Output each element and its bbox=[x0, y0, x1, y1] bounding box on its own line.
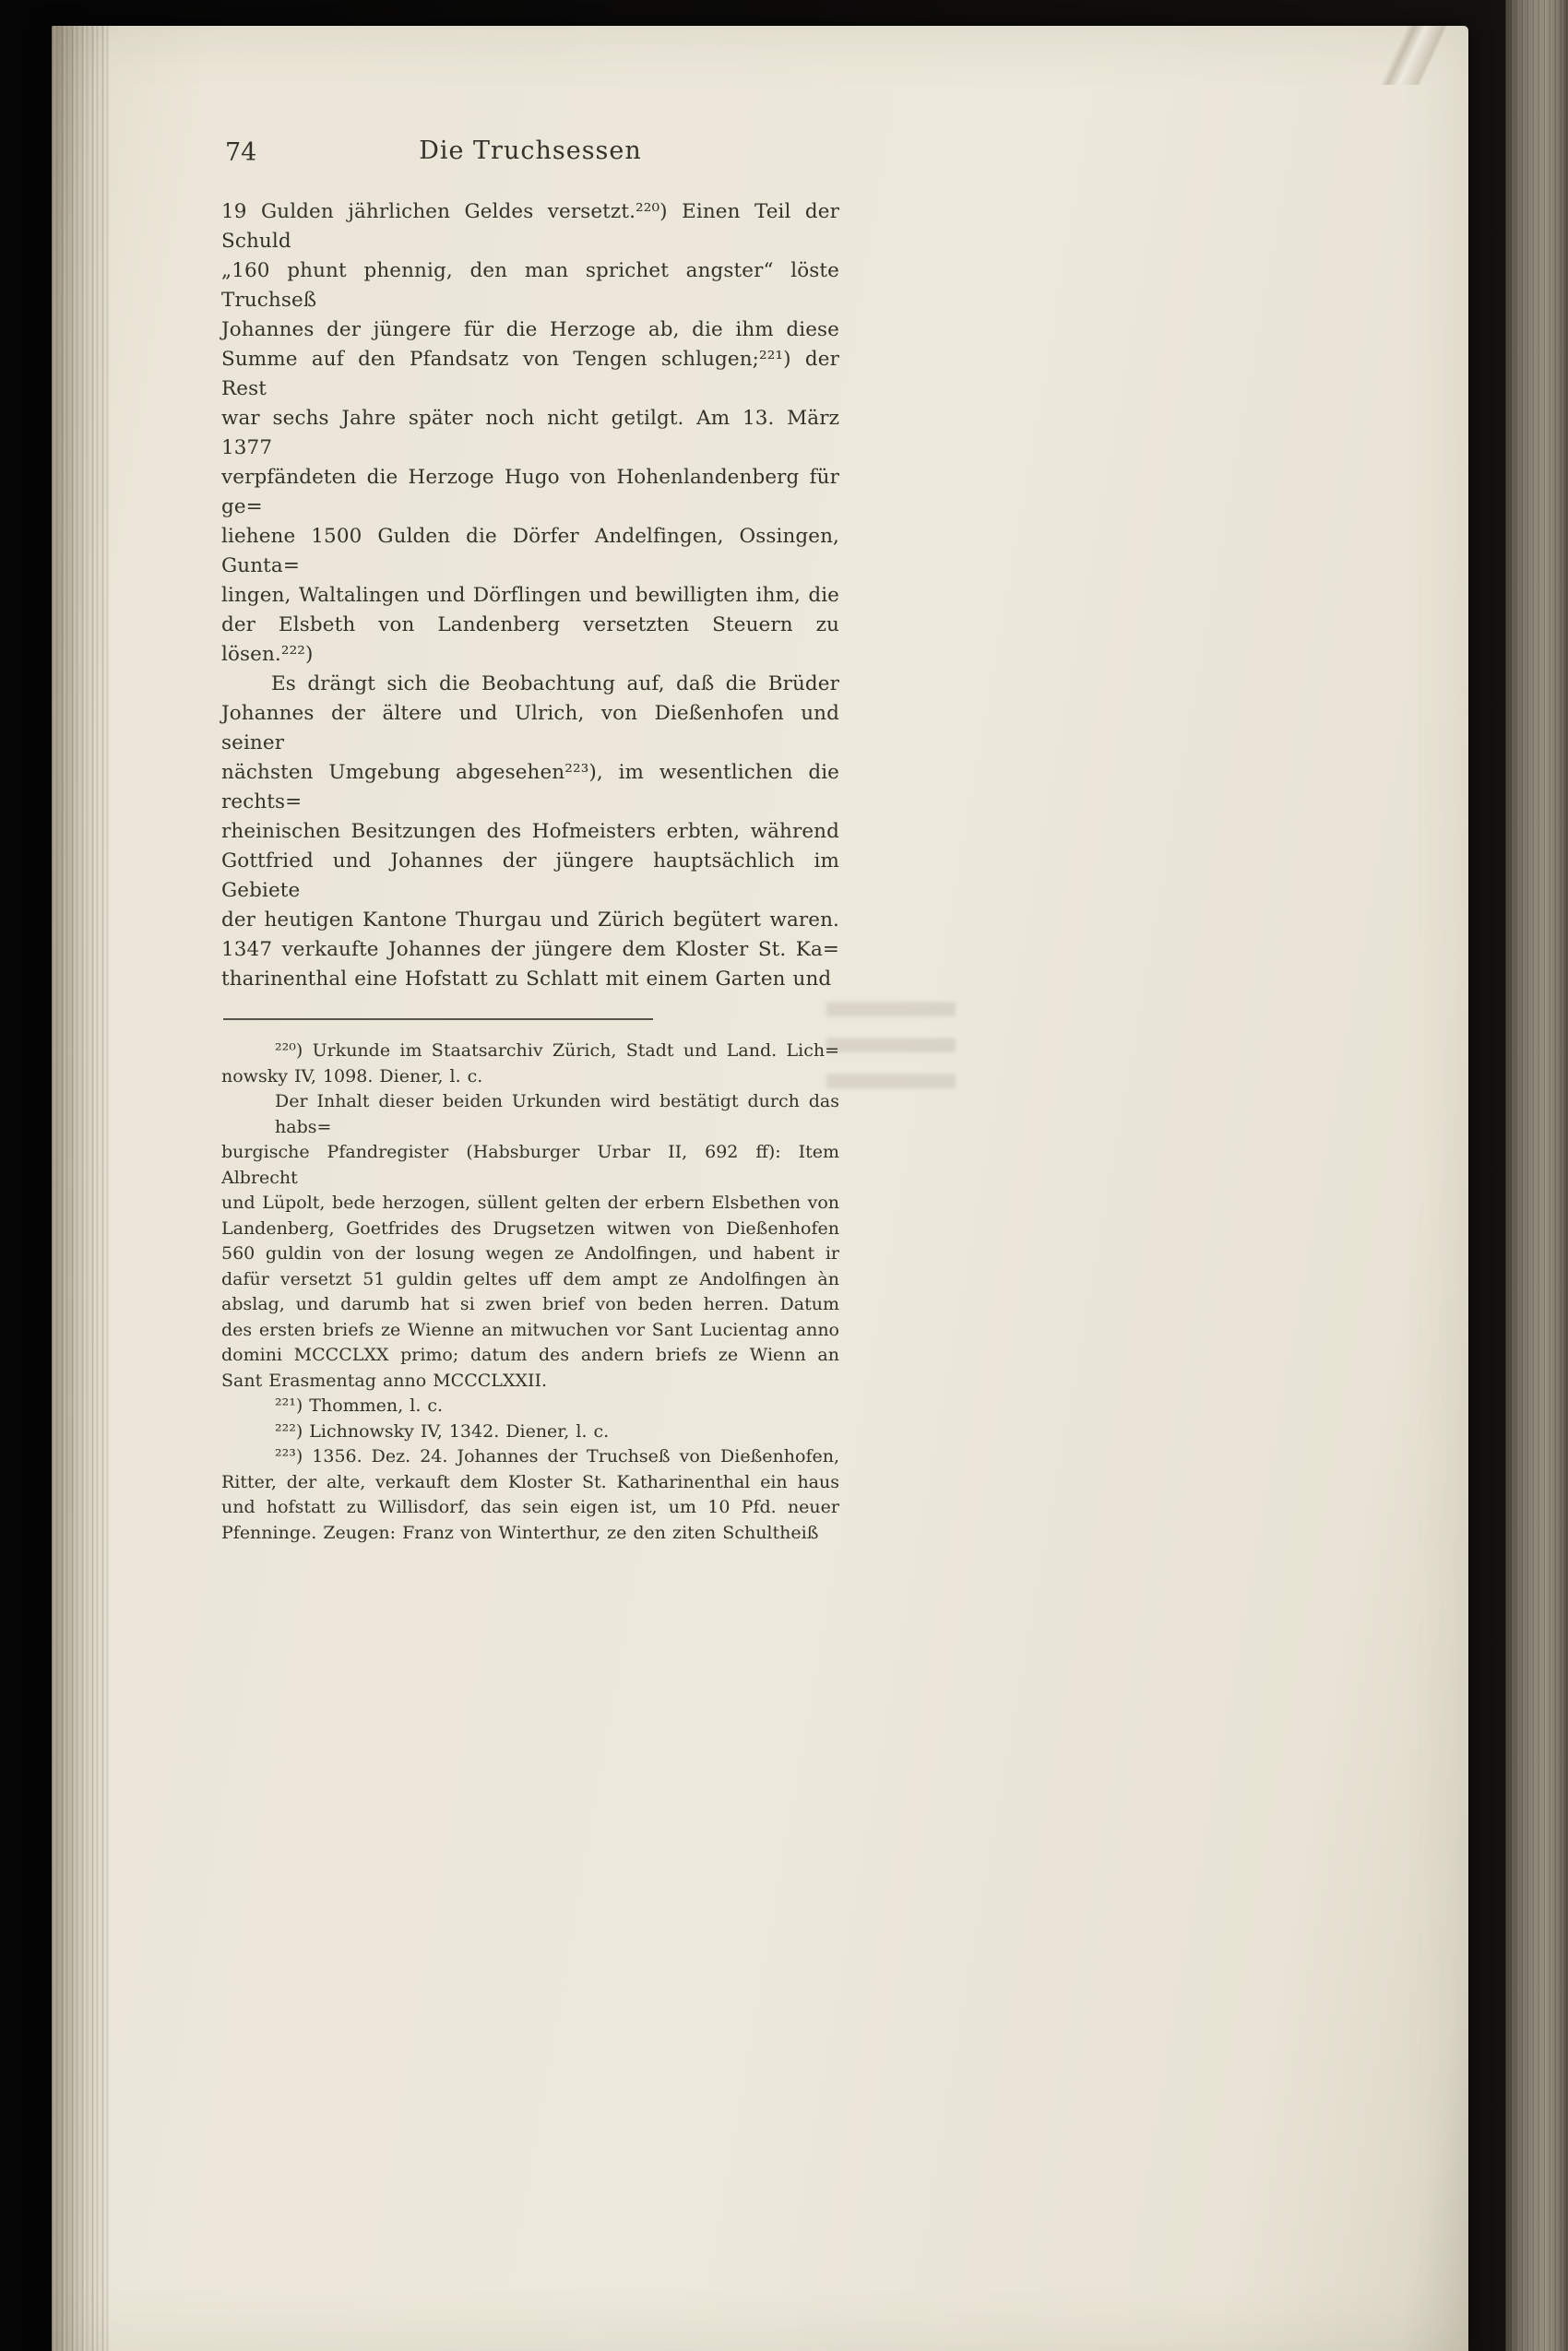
text-line: burgische Pfandregister (Habsburger Urbar II, 692 ff): Item Albrecht bbox=[221, 1142, 839, 1188]
footnotes bbox=[221, 1039, 839, 1546]
text-line: ²²²) Lichnowsky IV, 1342. Diener, l. c. bbox=[275, 1420, 610, 1442]
text-line: Sant Erasmentag anno MCCCLXXII. bbox=[221, 1370, 548, 1391]
text-line: Johannes der ältere und Ulrich, von Dießenhofen und seiner bbox=[221, 702, 839, 754]
text-column bbox=[221, 137, 839, 1546]
paragraph bbox=[221, 1039, 839, 1089]
text-line: nächsten Umgebung abgesehen²²³), im wesentlichen die rechts= bbox=[221, 761, 839, 813]
body-text bbox=[221, 197, 839, 994]
page-number: 74 bbox=[225, 138, 257, 167]
paragraph bbox=[221, 1394, 839, 1419]
text-line: Summe auf den Pfandsatz von Tengen schlugen;²²¹) der Rest bbox=[221, 348, 839, 400]
text-line: Landenberg, Goetfrides des Drugsetzen witwen von Dießenhofen bbox=[221, 1217, 839, 1239]
text-line: liehene 1500 Gulden die Dörfer Andelfingen, Ossingen, Gunta= bbox=[221, 525, 839, 577]
book-page bbox=[52, 26, 1468, 2351]
text-line: Ritter, der alte, verkauft dem Kloster St. Katharinenthal ein haus bbox=[221, 1471, 839, 1492]
page-header-title: Die Truchsessen bbox=[419, 137, 642, 165]
text-line: des ersten briefs ze Wienne an mitwuchen vor Sant Lucientag anno bbox=[221, 1319, 839, 1340]
text-line: und hofstatt zu Willisdorf, das sein eigen ist, um 10 Pfd. neuer bbox=[221, 1497, 839, 1517]
text-line: und Lüpolt, bede herzogen, süllent gelten der erbern Elsbethen von bbox=[221, 1193, 839, 1213]
page-corner-curl bbox=[1312, 26, 1468, 85]
text-line: verpfändeten die Herzoge Hugo von Hohenlandenberg für ge= bbox=[221, 466, 839, 518]
book-fore-edge bbox=[1505, 0, 1568, 2351]
text-line: tharinenthal eine Hofstatt zu Schlatt mit einem Garten und bbox=[221, 968, 832, 991]
running-header bbox=[221, 137, 839, 177]
paragraph bbox=[221, 1444, 839, 1546]
text-line: 1347 verkaufte Johannes der jüngere dem Kloster St. Ka= bbox=[221, 938, 839, 961]
page-edge-left-deckle bbox=[52, 26, 109, 2351]
text-line: dafür versetzt 51 guldin geltes uff dem ampt ze Andolfingen àn bbox=[221, 1268, 839, 1289]
text-line: rheinischen Besitzungen des Hofmeisters erbten, während bbox=[221, 820, 839, 843]
text-line: 19 Gulden jährlichen Geldes versetzt.²²⁰) Einen Teil der Schuld bbox=[221, 200, 839, 253]
text-line: ²²³) 1356. Dez. 24. Johannes der Truchseß von Dießenhofen, bbox=[275, 1446, 839, 1466]
bleed-through-marks bbox=[826, 980, 956, 1100]
text-line: „160 phunt phennig, den man sprichet angster“ löste Truchseß bbox=[221, 259, 839, 312]
text-line: der heutigen Kantone Thurgau und Zürich begütert waren. bbox=[221, 908, 839, 932]
text-line: ²²⁰) Urkunde im Staatsarchiv Zürich, Stadt und Land. Lich= bbox=[275, 1040, 839, 1061]
text-line: lingen, Waltalingen und Dörflingen und bewilligten ihm, die bbox=[221, 584, 839, 607]
footnote-separator bbox=[223, 1018, 653, 1020]
text-line: war sechs Jahre später noch nicht getilgt. Am 13. März 1377 bbox=[221, 407, 839, 459]
text-line: ²²¹) Thommen, l. c. bbox=[275, 1395, 444, 1416]
text-line: Es drängt sich die Beobachtung auf, daß die Brüder bbox=[271, 672, 839, 695]
paragraph bbox=[221, 197, 839, 670]
text-line: Gottfried und Johannes der jüngere hauptsächlich im Gebiete bbox=[221, 849, 839, 902]
text-line: Der Inhalt dieser beiden Urkunden wird bestätigt durch das habs= bbox=[275, 1091, 839, 1137]
text-line: abslag, und darumb hat si zwen brief von beden herren. Datum bbox=[221, 1294, 839, 1314]
paragraph bbox=[221, 670, 839, 994]
text-line: Johannes der jüngere für die Herzoge ab, die ihm diese bbox=[221, 318, 839, 341]
text-line: domini MCCCLXX primo; datum des andern briefs ze Wienn an bbox=[221, 1345, 839, 1365]
paragraph bbox=[221, 1089, 839, 1394]
text-line: nowsky IV, 1098. Diener, l. c. bbox=[221, 1065, 483, 1086]
paragraph bbox=[221, 1419, 839, 1445]
text-line: 560 guldin von der losung wegen ze Andolfingen, und habent ir bbox=[221, 1243, 839, 1264]
text-line: Pfenninge. Zeugen: Franz von Winterthur, ze den ziten Schultheiß bbox=[221, 1522, 819, 1543]
text-line: der Elsbeth von Landenberg versetzten Steuern zu lösen.²²²) bbox=[221, 613, 839, 666]
